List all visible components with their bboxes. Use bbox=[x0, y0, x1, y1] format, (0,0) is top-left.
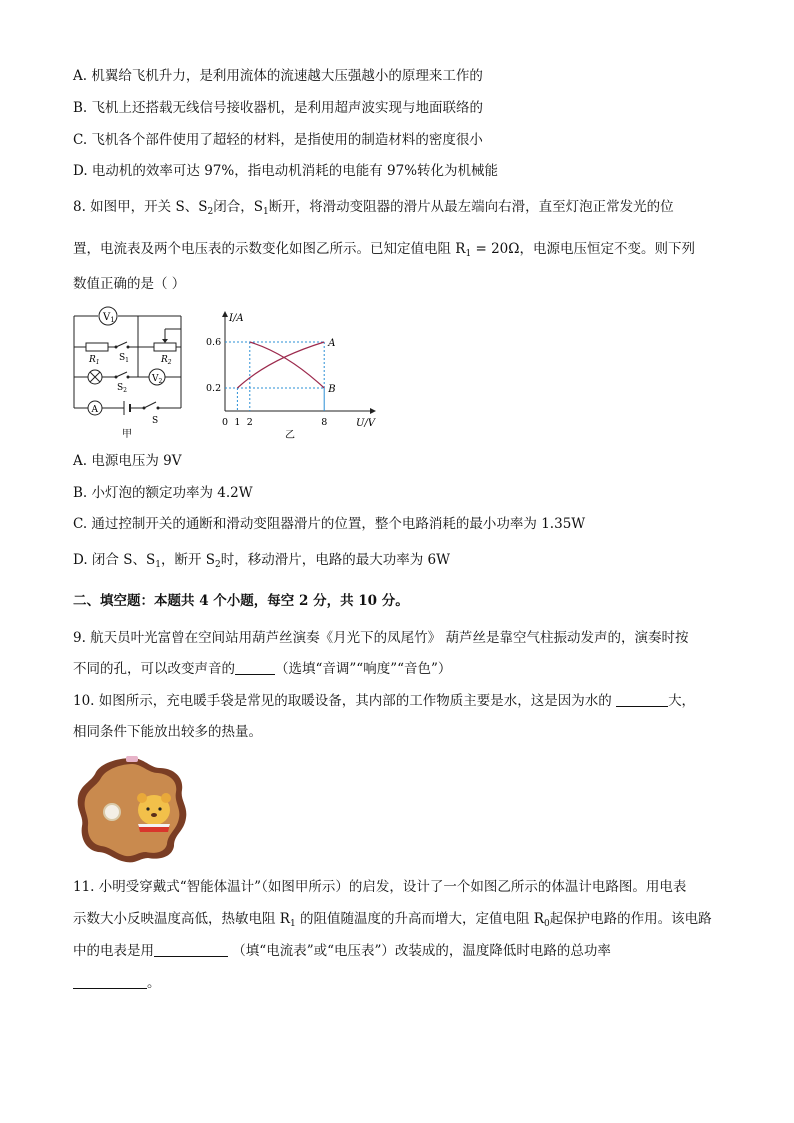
switch-s-symbol bbox=[144, 402, 156, 408]
q7-option-d: D. 电动机的效率可达 97%，指电动机消耗的电能有 97%转化为机械能 bbox=[73, 163, 499, 179]
x-axis-label: U/V bbox=[356, 418, 376, 429]
q8-option-d bbox=[73, 551, 450, 574]
r1-label: $R_1$ bbox=[89, 355, 100, 366]
q11-text: 的阻值随温度的升高而增大，定值电阻 R bbox=[295, 911, 544, 927]
rheostat-r2-symbol bbox=[154, 343, 176, 351]
q7-option-b: B. 飞机上还搭载无线信号接收器机，是利用超声波实现与地面联络的 bbox=[73, 100, 484, 116]
q8-text: 8. 如图甲，开关 S、S bbox=[73, 199, 208, 215]
switch-s2-symbol bbox=[116, 372, 127, 377]
q11-line4 bbox=[73, 974, 161, 992]
x-tick-label: 0 bbox=[222, 417, 229, 428]
s1-label: $S_1$ bbox=[119, 353, 129, 364]
q8-text: 断开，将滑动变阻器的滑片从最左端向右滑，直至灯泡正常发光的位 bbox=[268, 199, 674, 215]
q11-line1: 11. 小明受穿戴式“智能体温计”（如图甲所示）的启发，设计了一个如图乙所示的体温计电路图。用电表 bbox=[73, 879, 687, 895]
q8-text: = 20Ω，电源电压恒定不变。则下列 bbox=[471, 241, 695, 257]
q11-text: 中的电表是用 bbox=[73, 943, 154, 959]
iu-graph bbox=[205, 304, 385, 442]
s2-label: $S_2$ bbox=[117, 383, 127, 394]
q11-text: 。 bbox=[147, 975, 161, 991]
q8-subscript: 1 bbox=[155, 560, 161, 570]
q7-option-a: A. 机翼给飞机升力，是利用流体的流速越大压强越小的原理来工作的 bbox=[73, 68, 483, 84]
q11-subscript: 1 bbox=[289, 919, 296, 929]
r2-label: $R_2$ bbox=[161, 355, 172, 366]
q9-answer-blank[interactable] bbox=[235, 660, 275, 675]
hand-warmer-image bbox=[74, 754, 190, 866]
v1-label: $V_1$ bbox=[103, 312, 115, 324]
q10-answer-blank[interactable] bbox=[616, 692, 668, 707]
q11-text: （填“电流表”或“电压表”）改装成的，温度降低时电路的总功率 bbox=[228, 943, 611, 959]
section-2-title: 二、填空题：本题共 4 个小题，每空 2 分，共 10 分。 bbox=[73, 593, 409, 609]
q8-option-b: B. 小灯泡的额定功率为 4.2W bbox=[73, 485, 253, 501]
q8-subscript: 1 bbox=[262, 207, 269, 217]
resistor-r1-symbol bbox=[86, 343, 108, 351]
q11-answer-blank-1[interactable] bbox=[154, 942, 228, 957]
q8-subscript: 1 bbox=[465, 249, 472, 259]
x-tick-label: 2 bbox=[246, 417, 253, 428]
q8-stem-line3: 数值正确的是（ ） bbox=[73, 276, 186, 292]
q8-option-d-text: ，断开 S bbox=[160, 552, 215, 568]
x-tick-label: 8 bbox=[321, 417, 328, 428]
curve-A bbox=[237, 342, 324, 388]
q8-option-d-text: 时，移动滑片，电路的最大功率为 6W bbox=[220, 552, 450, 568]
v2-label: $V_2$ bbox=[152, 374, 163, 385]
y-tick-label: 0.6 bbox=[206, 337, 222, 348]
q8-stem-line2 bbox=[73, 240, 695, 263]
curve-B bbox=[250, 342, 324, 388]
q8-text: 置，电流表及两个电压表的示数变化如图乙所示。已知定值电阻 R bbox=[73, 241, 466, 257]
q10-text: 大， bbox=[668, 693, 696, 709]
q9-text: 不同的孔，可以改变声音的 bbox=[73, 661, 235, 677]
q11-line3 bbox=[73, 942, 611, 960]
y-tick-label: 0.2 bbox=[206, 383, 222, 394]
q8-option-d-text: D. 闭合 S、S bbox=[73, 552, 156, 568]
warmer-tag bbox=[126, 756, 138, 762]
q8-subscript: 2 bbox=[207, 207, 214, 217]
curve-label-A: A bbox=[328, 338, 336, 349]
q11-text: 示数大小反映温度高低，热敏电阻 R bbox=[73, 911, 290, 927]
warmer-valve bbox=[104, 804, 120, 820]
q11-answer-blank-2[interactable] bbox=[73, 974, 147, 989]
q8-option-c: C. 通过控制开关的通断和滑动变阻器滑片的位置，整个电路消耗的最小功率为 1.35W bbox=[73, 516, 586, 532]
q8-stem-line1 bbox=[73, 198, 674, 221]
switch-s1-symbol bbox=[116, 342, 127, 347]
graph-caption: 乙 bbox=[285, 430, 295, 441]
q10-text: 10. 如图所示，充电暖手袋是常见的取暖设备，其内部的工作物质主要是水，这是因为水的 bbox=[73, 693, 617, 709]
q10-line1 bbox=[73, 692, 695, 710]
q8-text: 闭合，S bbox=[213, 199, 263, 215]
q9-line1: 9. 航天员叶光富曾在空间站用葫芦丝演奏《月光下的凤尾竹》 葫芦丝是靠空气柱振动发声的，演奏时按 bbox=[73, 630, 689, 646]
q11-line2 bbox=[73, 910, 712, 933]
q8-option-a: A. 电源电压为 9V bbox=[73, 453, 182, 469]
circuit-caption: 甲 bbox=[122, 429, 132, 440]
q10-line2: 相同条件下能放出较多的热量。 bbox=[73, 724, 262, 740]
q7-option-c: C. 飞机各个部件使用了超轻的材料，是指使用的制造材料的密度很小 bbox=[73, 132, 483, 148]
q11-text: 起保护电路的作用。该电路 bbox=[549, 911, 712, 927]
q8-subscript: 2 bbox=[215, 560, 221, 570]
q9-text: （选填“音调”“响度”“音色”） bbox=[275, 661, 452, 677]
q11-subscript: 0 bbox=[543, 919, 550, 929]
q9-line2 bbox=[73, 660, 451, 678]
circuit-diagram bbox=[66, 304, 196, 444]
x-tick-label: 1 bbox=[234, 417, 241, 428]
s-label: S bbox=[152, 416, 159, 426]
curve-label-B: B bbox=[328, 384, 336, 395]
ammeter-label: A bbox=[91, 405, 98, 415]
y-axis-label: I/A bbox=[229, 313, 244, 324]
